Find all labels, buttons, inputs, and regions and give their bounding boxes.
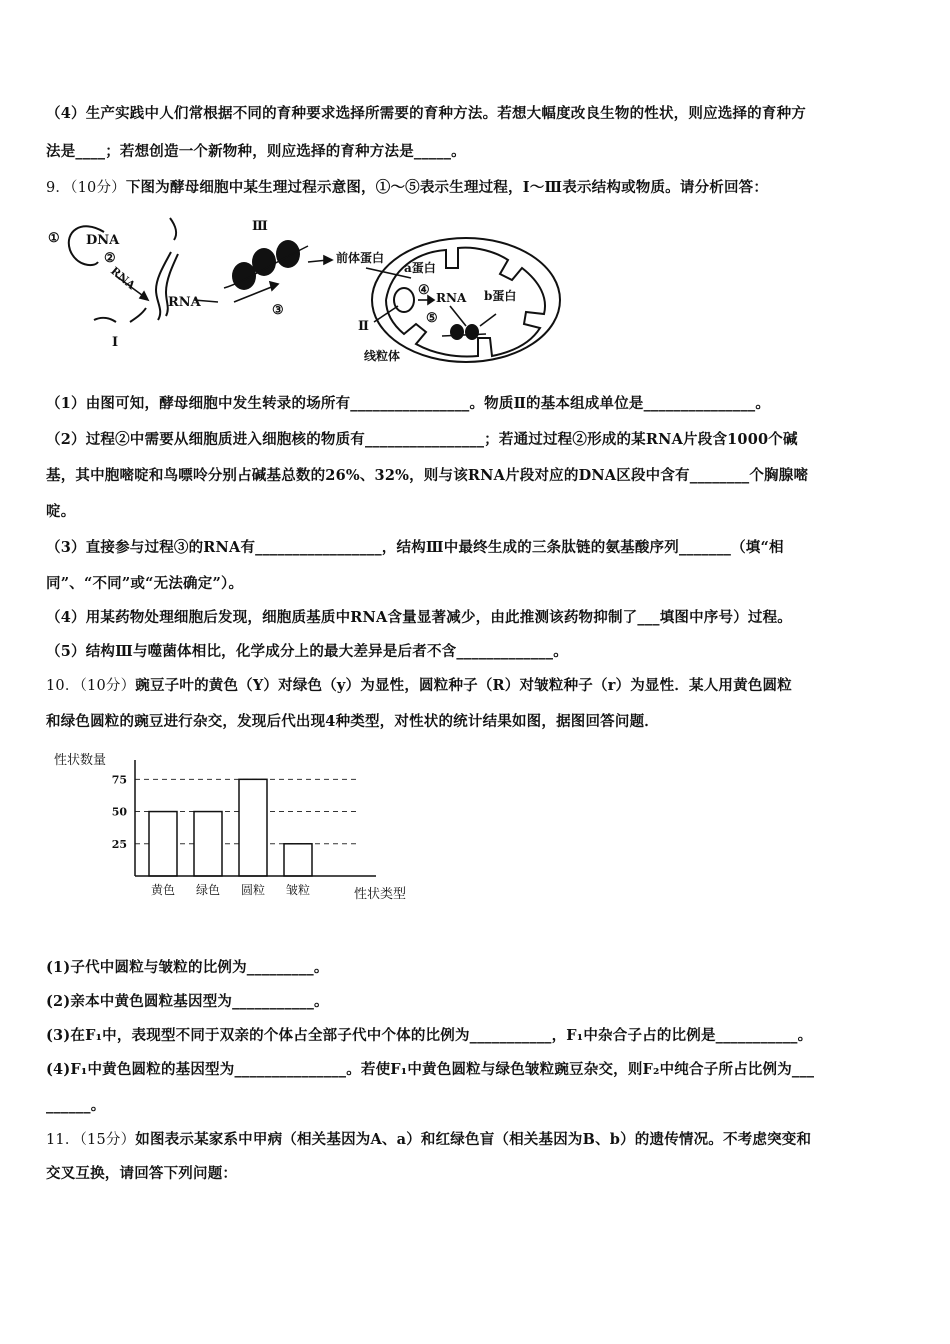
chart-category-label: 圆粒	[240, 883, 266, 897]
q10-score: （10分）	[79, 678, 136, 694]
q9-part2-line2: 基，其中胞嘧啶和鸟嘌呤分别占碱基总数的26%、32%，则与该RNA片段对应的DNA区段中含有________个胸腺嘧	[46, 467, 809, 484]
q9-diagram	[46, 210, 566, 370]
q9-part3-line2: 同”、“不同”或“无法确定”）。	[46, 575, 244, 592]
chart-bar	[194, 812, 222, 876]
chart-y-tick-label: 50	[111, 805, 127, 819]
chart-category-label: 绿色	[195, 883, 221, 897]
chart-y-tick-label: 25	[111, 837, 127, 851]
label-mitochondrion: 线粒体	[364, 349, 401, 363]
q9-part1: （1）由图可知，酵母细胞中发生转录的场所有________________。物质Ⅱ的基本组成单位是_______________。	[46, 395, 771, 412]
label-process-3: ③	[272, 303, 284, 318]
chart-bar	[284, 844, 312, 876]
label-process-4: ④	[418, 283, 430, 298]
q9-part4: （4）用某药物处理细胞后发现，细胞质基质中RNA含量显著减少，由此推测该药物抑制了___填图中序号）过程。	[46, 609, 792, 626]
label-a-protein: a蛋白	[404, 261, 436, 275]
q9-part2-line1: （2）过程②中需要从细胞质进入细胞核的物质有________________；若通过过程②形成的某RNA片段含1000个碱	[46, 431, 798, 448]
q10-stem-text: 豌豆子叶的黄色（Y）对绿色（y）为显性，圆粒种子（R）对皱粒种子（r）为显性．某人用黄色圆粒	[135, 677, 792, 694]
label-process-5: ⑤	[426, 311, 438, 326]
chart-ylabel: 性状数量	[54, 753, 107, 768]
chart-y-tick-label: 75	[111, 773, 127, 787]
label-substance-II: Ⅱ	[358, 319, 369, 334]
mito-dna	[394, 288, 414, 312]
q9-stem-text: 下图为酵母细胞中某生理过程示意图，①～⑤表示生理过程，Ⅰ～Ⅲ表示结构或物质。请分析回答：	[125, 179, 769, 196]
q10-number: 10．	[46, 678, 80, 694]
chart-xlabel: 性状类型	[354, 887, 407, 902]
label-process-1: ①	[48, 231, 60, 246]
label-structure-I: Ⅰ	[112, 335, 119, 350]
q9-stem	[46, 176, 768, 197]
chart-bar	[239, 779, 267, 876]
label-rna-diagonal: RNA	[108, 264, 138, 293]
q10-part2: (2)亲本中黄色圆粒基因型为___________。	[46, 993, 329, 1010]
q8-part4-line2: 法是____；若想创造一个新物种，则应选择的育种方法是_____。	[46, 143, 466, 160]
label-b-protein: b蛋白	[484, 289, 517, 303]
q10-bar-chart	[46, 746, 426, 916]
q11-score: （15分）	[79, 1132, 136, 1148]
q8-part4-line1: （4）生产实践中人们常根据不同的育种要求选择所需要的育种方法。若想大幅度改良生物的性状，则应选择的育种方	[46, 105, 806, 122]
label-process-2: ②	[104, 251, 116, 266]
q11-stem-line1	[46, 1128, 811, 1149]
label-precursor-protein: 前体蛋白	[336, 251, 385, 265]
q11-stem-line2: 交叉互换，请回答下列问题：	[46, 1165, 238, 1182]
chart-category-label: 皱粒	[285, 883, 311, 897]
q9-part3-line1: （3）直接参与过程③的RNA有_________________，结构Ⅲ中最终生成的三条肽链的氨基酸序列_______（填“相	[46, 539, 784, 556]
q11-number: 11．	[46, 1132, 80, 1148]
label-structure-III: Ⅲ	[252, 219, 268, 234]
chart-category-label: 黄色	[150, 883, 176, 897]
q9-part5: （5）结构Ⅲ与噬菌体相比，化学成分上的最大差异是后者不含_____________。	[46, 643, 568, 660]
label-dna: DNA	[86, 233, 120, 248]
q10-part1: (1)子代中圆粒与皱粒的比例为_________。	[46, 959, 329, 976]
q10-part3: (3)在F₁中，表现型不同于双亲的个体占全部子代中个体的比例为___________，F₁中杂合子占的比例是___________。	[46, 1027, 813, 1044]
q9-part2-line3: 啶。	[46, 503, 76, 520]
chart-bar	[149, 812, 177, 876]
q11-stem-text: 如图表示某家系中甲病（相关基因为A、a）和红绿色盲（相关基因为B、b）的遗传情况。不考虑突变和	[135, 1131, 812, 1148]
q10-stem-line2: 和绿色圆粒的豌豆进行杂交，发现后代出现4种类型，对性状的统计结果如图，据图回答问题．	[46, 713, 659, 730]
label-rna-mito: RNA	[436, 291, 467, 305]
q9-number: 9．	[46, 180, 71, 196]
label-rna: RNA	[168, 295, 201, 310]
q10-part4-line1: (4)F₁中黄色圆粒的基因型为_______________。若使F₁中黄色圆粒与绿色皱粒豌豆杂交，则F₂中纯合子所占比例为___	[46, 1061, 815, 1078]
q10-stem-line1	[46, 674, 792, 695]
q9-score: （10分）	[70, 180, 126, 196]
q10-part4-line2: ______。	[46, 1097, 106, 1114]
